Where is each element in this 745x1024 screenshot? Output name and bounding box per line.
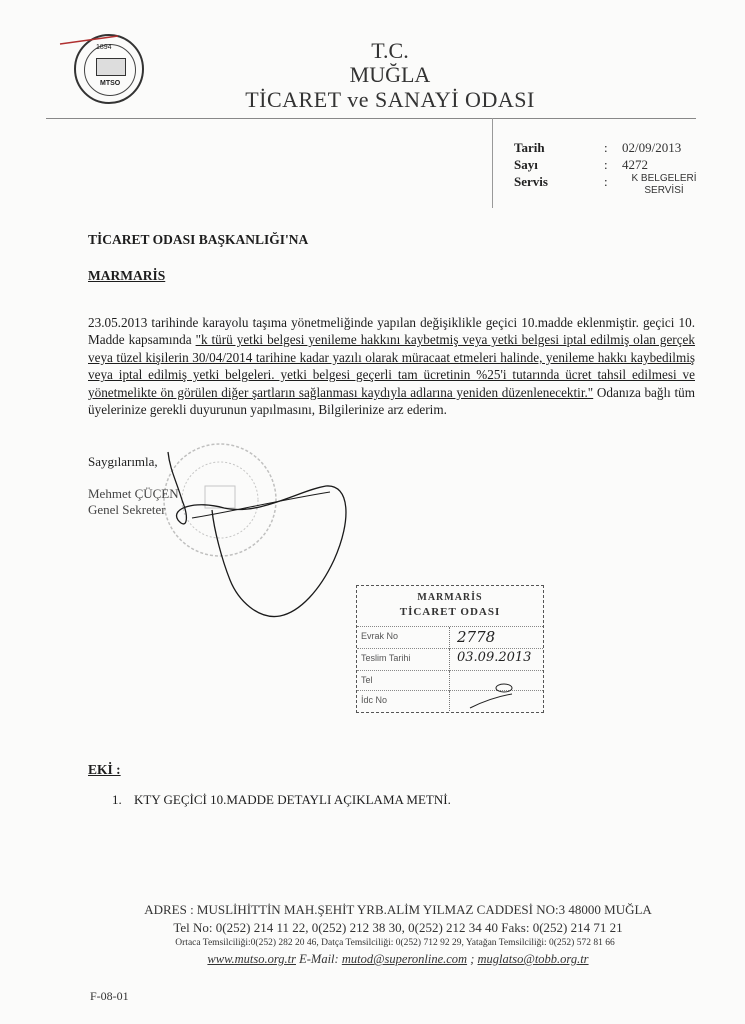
header-line-1: T.C. [371,38,409,63]
logo-abbr: MTSO [100,80,121,87]
header-rule [46,118,696,119]
body-quote-underlined: "k türü yetki belgesi yenileme hakkını kaybetmiş veya yetki belgesi iptal edilmiş olan gerçek veya tüzel kişilerin 30/04/2014 tarihine kadar yazılı olarak müracaat etmeleri halinde, yenileme hakkı kaybedilmiş veya iptal edilmiş yetki belgeleri. yetki belgesi geçerli tam ücretinin %25'i tutarında ücret tahsil edilmesi ve yönetmelikte ön görülen diğer şartların sağlanması kaydıyla adlarına yeniden düzenlenecektir." [88,332,696,400]
stamp-row-divider [449,649,451,671]
number-label: Sayı [514,157,538,172]
form-code: F-08-01 [90,989,129,1003]
service-value-1: K BELGELERİ [631,173,697,184]
email-separator: ; [470,952,475,966]
date-colon: : [604,140,608,155]
number-colon: : [604,157,608,172]
stamp-title-1: MARMARİS [417,592,483,603]
date-label: Tarih [514,140,545,155]
footer-phones: Tel No: 0(252) 214 11 22, 0(252) 212 38 30, 0(252) 212 34 40 Faks: 0(252) 214 71 21 [173,920,623,935]
service-label: Servis [514,174,548,189]
closing: Saygılarımla, [88,454,158,469]
footer-branches: Ortaca Temsilciliği:0(252) 282 20 46, Datça Temsilciliği: 0(252) 712 92 29, Yatağan Temsilciliği: 0(252) 572 81 66 [175,938,615,948]
email-link-2[interactable]: muglatso@tobb.org.tr [477,952,589,966]
website-link[interactable]: www.mutso.org.tr [207,952,296,966]
date-value: 02/09/2013 [622,140,682,155]
received-stamp [356,585,544,713]
stamp-row [357,648,543,671]
footer-web-line [108,952,688,967]
stamp-row-divider [449,691,451,711]
email-label: E-Mail: [299,952,339,966]
stamp-row [357,690,543,711]
service-colon: : [604,174,608,189]
stamp-row-label: Teslim Tarihi [361,653,411,663]
official-seal-icon [164,444,276,556]
chamber-logo [74,34,144,104]
footer-address: ADRES : MUSLİHİTTİN MAH.ŞEHİT YRB.ALİM YILMAZ CADDESİ NO:3 48000 MUĞLA [144,902,652,917]
attachment-item [112,792,451,808]
logo-year: 1894 [96,44,112,51]
recipient-city: MARMARİS [88,268,166,283]
service-value-2: SERVİSİ [644,185,684,196]
stamp-row-label: İdc No [361,695,388,705]
header-line-3: TİCARET ve SANAYİ ODASI [245,87,535,112]
signatory-title: Genel Sekreter [88,502,166,517]
stamp-row-divider [449,627,451,649]
body-text-2: Odanıza bağlı tüm üyelerinize gerekli duyurunun yapılmasını, Bilgilerinize arz ederim. [88,384,695,418]
number-value: 4272 [622,157,648,172]
stamp-row [357,626,543,649]
signatory-name: Mehmet ÇÜÇEN [88,486,179,501]
stamp-row-value: 2778 [457,628,496,646]
handwritten-signature [168,452,346,617]
email-link-1[interactable]: mutod@superonline.com [341,952,468,966]
meta-divider [492,118,493,208]
stamp-row-label: Evrak No [361,631,399,641]
attachment-text: KTY GEÇİCİ 10.MADDE DETAYLI AÇIKLAMA METNİ. [134,792,451,807]
logo-building-icon [96,58,126,76]
header-line-2: MUĞLA [349,62,431,87]
stamp-title-2: TİCARET ODASI [399,606,501,618]
recipient-title: TİCARET ODASI BAŞKANLIĞI'NA [88,232,309,247]
body-paragraph [88,314,695,418]
stamp-row-value: 03.09.2013 [457,650,532,665]
attachment-number: 1. [112,792,122,807]
stamp-row-label: Tel [361,675,373,685]
attachments-heading: EKİ : [88,762,121,777]
body-text-1: 23.05.2013 tarihinde karayolu taşıma yönetmeliğinde yapılan değişiklikle geçici 10.madde eklenmiştir. geçici 10. Madde kapsamında [88,315,695,348]
